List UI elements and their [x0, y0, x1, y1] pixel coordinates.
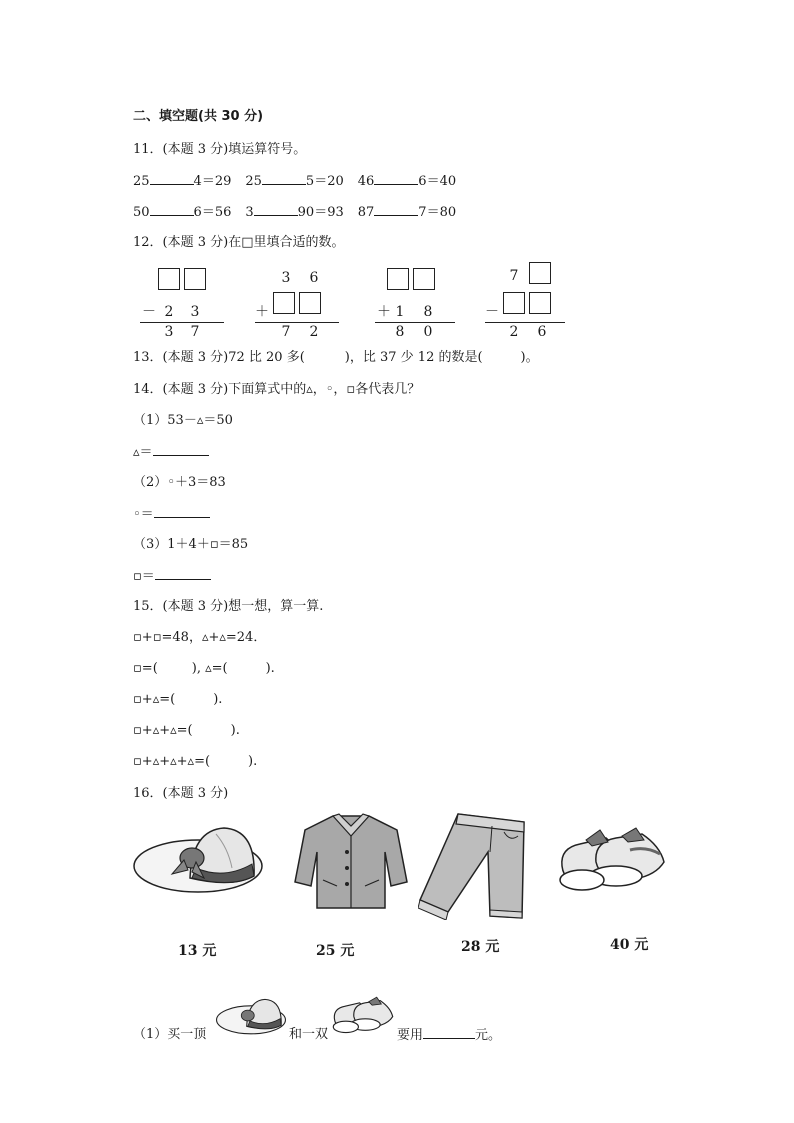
q12-p3-op: ＋	[377, 304, 391, 320]
q14-a2-line	[133, 505, 210, 524]
pants-icon	[418, 812, 530, 920]
q12-p1-res-tens: 3	[164, 324, 174, 340]
q12-p2-mid-box-ones[interactable]	[299, 292, 321, 314]
q15-given: ▫+▫=48，▵+▵=24．	[133, 630, 267, 645]
q11-r1-e2-blank[interactable]	[262, 172, 306, 185]
q16-sub1-c-line	[397, 1026, 501, 1045]
q15-l3-b: ).	[230, 723, 240, 738]
q11-r2-e2-right: 90＝93	[297, 205, 344, 220]
q12-problem-4	[485, 262, 575, 342]
q16-sub1-c: 要用	[397, 1028, 424, 1043]
q12-p1-top-box-tens[interactable]	[158, 268, 180, 290]
q15-l1-c: ).	[265, 661, 275, 676]
q12-p1-rule	[140, 322, 224, 323]
jacket-price: 25 元	[316, 943, 355, 959]
q11-r1-e2-right: 5＝20	[305, 174, 344, 189]
q11-r1-e3-right: 6＝40	[418, 174, 457, 189]
q13-text-c: )。	[520, 350, 539, 365]
hat-icon	[132, 818, 264, 896]
q12-p2-top-ones: 6	[309, 270, 319, 286]
q11-r2-e3-blank[interactable]	[374, 203, 418, 216]
q12-title: 12．(本题 3 分)在□里填合适的数。	[133, 235, 345, 250]
q12-p3-res-tens: 8	[395, 324, 405, 340]
q12-p4-op: －	[485, 304, 499, 320]
q12-p1-mid-tens: 2	[164, 304, 174, 320]
q12-p3-res-ones: 0	[423, 324, 433, 340]
q12-p3-top-box-ones[interactable]	[413, 268, 435, 290]
q11-r1-e3-left: 46	[357, 174, 375, 189]
q14-p2: （2）◦＋3＝83	[133, 475, 226, 490]
q11-r2-e3-left: 87	[357, 205, 375, 220]
q15-line-1	[133, 660, 275, 678]
q11-row2	[133, 203, 456, 222]
q11-r1-e2-left: 25	[245, 174, 262, 189]
q15-l4-b: ).	[248, 754, 258, 769]
q11-r1-e1-left: 25	[133, 174, 150, 189]
q12-p2-op: ＋	[255, 304, 269, 320]
shoes-icon-small	[331, 996, 395, 1036]
q16-title: 16．(本题 3 分)	[133, 786, 229, 801]
q15-title: 15．(本题 3 分)想一想，算一算.	[133, 599, 324, 614]
q15-line-3	[133, 722, 240, 740]
q16-sub1-a: （1）买一顶	[133, 1027, 207, 1042]
q11-r2-e2-blank[interactable]	[254, 203, 298, 216]
q11-r2-e3-right: 7＝80	[418, 205, 457, 220]
q12-problem-2	[255, 262, 345, 342]
q12-p2-res-ones: 2	[309, 324, 319, 340]
q12-p3-mid-ones: 8	[423, 304, 433, 320]
q12-p4-res-tens: 2	[509, 324, 519, 340]
q14-a3-blank[interactable]	[155, 567, 211, 580]
q14-title: 14．(本题 3 分)下面算式中的▵，◦，▫各代表几？	[133, 382, 421, 397]
q12-p4-mid-box-ones[interactable]	[529, 292, 551, 314]
q16-sub1-blank[interactable]	[423, 1026, 475, 1039]
q12-p4-top-tens: 7	[509, 268, 519, 284]
q14-a1-blank[interactable]	[153, 443, 209, 456]
q15-l4-a: ▫+▵+▵+▵=(	[133, 754, 211, 769]
q14-a3-label: ▫＝	[133, 569, 155, 584]
q12-p1-res-ones: 7	[190, 324, 200, 340]
hat-price: 13 元	[178, 943, 217, 959]
q14-p1: （1）53－▵＝50	[133, 413, 233, 428]
q12-p4-top-box-ones[interactable]	[529, 262, 551, 284]
q15-l2-b: ).	[213, 692, 223, 707]
q12-p1-top-box-ones[interactable]	[184, 268, 206, 290]
q12-p4-mid-box-tens[interactable]	[503, 292, 525, 314]
q12-p2-res-tens: 7	[281, 324, 291, 340]
q14-a1-line	[133, 443, 209, 462]
q13-text-b: )，比 37 少 12 的数是(	[344, 350, 483, 365]
q16-sub1-b: 和一双	[289, 1027, 329, 1042]
q11-r2-e2-left: 3	[245, 205, 254, 220]
q12-p4-rule	[485, 322, 565, 323]
shoes-price: 40 元	[610, 937, 649, 953]
q12-p1-op: －	[142, 304, 156, 320]
q13-line	[133, 349, 539, 367]
q15-l1-b: ), ▵=(	[191, 661, 228, 676]
q15-line-4	[133, 753, 257, 771]
q11-r2-e1-blank[interactable]	[150, 203, 194, 216]
q12-problem-3	[375, 262, 465, 342]
q11-r1-e3-blank[interactable]	[374, 172, 418, 185]
q16-sub1-d: 元。	[475, 1028, 502, 1043]
q12-problem-1	[140, 262, 230, 342]
q11-r1-e1-blank[interactable]	[150, 172, 194, 185]
q11-title: 11．(本题 3 分)填运算符号。	[133, 142, 307, 157]
pants-price: 28 元	[461, 939, 500, 955]
q14-a2-label: ◦＝	[133, 507, 154, 522]
q11-r2-e1-right: 6＝56	[193, 205, 232, 220]
section-title: 二、填空题(共 30 分)	[133, 109, 264, 124]
q11-r2-e1-left: 50	[133, 205, 150, 220]
q14-a2-blank[interactable]	[154, 505, 210, 518]
q15-l2-a: ▫+▵=(	[133, 692, 176, 707]
q13-text-a: 13．(本题 3 分)72 比 20 多(	[133, 350, 305, 365]
q14-p3: （3）1＋4＋▫＝85	[133, 537, 249, 552]
q12-p2-mid-box-tens[interactable]	[273, 292, 295, 314]
q15-l3-a: ▫+▵+▵=(	[133, 723, 193, 738]
q14-a3-line	[133, 567, 211, 586]
q15-line-2	[133, 691, 222, 709]
q12-p3-rule	[375, 322, 455, 323]
q14-a1-label: ▵＝	[133, 445, 153, 460]
q15-l1-a: ▫=(	[133, 661, 158, 676]
q12-p1-mid-ones: 3	[190, 304, 200, 320]
q11-r1-e1-right: 4＝29	[193, 174, 232, 189]
q12-p2-top-tens: 3	[281, 270, 291, 286]
q12-p2-rule	[255, 322, 339, 323]
q12-p3-mid-tens: 1	[395, 304, 405, 320]
jacket-icon	[293, 812, 409, 912]
q12-p3-top-box-tens[interactable]	[387, 268, 409, 290]
q12-p4-res-ones: 6	[537, 324, 547, 340]
q11-row1	[133, 172, 456, 191]
shoes-icon	[556, 826, 668, 896]
hat-icon-small	[213, 994, 289, 1036]
